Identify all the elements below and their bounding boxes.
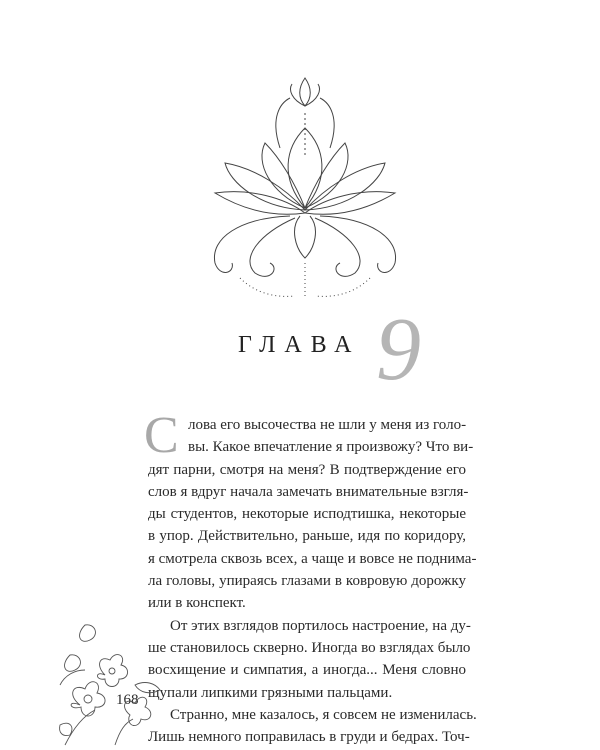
text-line: или в конспект. (148, 595, 246, 612)
chapter-word: ГЛАВА (238, 332, 361, 358)
floral-corner-icon (55, 615, 165, 750)
page-number: 168 (116, 692, 139, 708)
text-line: в упор. Действительно, раньше, идя по коридору, (148, 528, 466, 545)
text-line: слов я вдруг начала замечать внимательные взгля- (148, 483, 469, 500)
text-line: ла головы, упираясь глазами в ковровую дорожку (148, 573, 466, 590)
drop-cap: С (144, 407, 179, 464)
text-line: я смотрела сквозь всех, а чаще и вовсе не поднима- (148, 550, 477, 567)
chapter-number: 9 (376, 300, 421, 399)
text-line: лова его высочества не шли у меня из голо- (188, 417, 467, 433)
body-text (144, 407, 477, 748)
text-line: щупали липкими грязными пальцами. (148, 684, 393, 701)
text-line: дят парни, смотря на меня? В подтверждение его (148, 461, 466, 478)
text-line: вы. Какое впечатление я произвожу? Что ви- (188, 439, 474, 456)
text-line: ды студентов, некоторые исподтишка, некоторые (148, 506, 466, 523)
lotus-ornament-icon (200, 68, 410, 308)
chapter-heading (0, 300, 600, 400)
text-line: Странно, мне казалось, я совсем не изменилась. (170, 706, 477, 723)
text-line: От этих взглядов портилось настроение, на ду- (170, 617, 471, 634)
text-line: восхищение и симпатия, а иногда... Меня словно (148, 662, 466, 679)
text-line: ше становилось скверно. Иногда во взглядах было (148, 639, 471, 656)
text-line: Лишь немного поправилась в груди и бедрах. Точ- (148, 729, 470, 746)
